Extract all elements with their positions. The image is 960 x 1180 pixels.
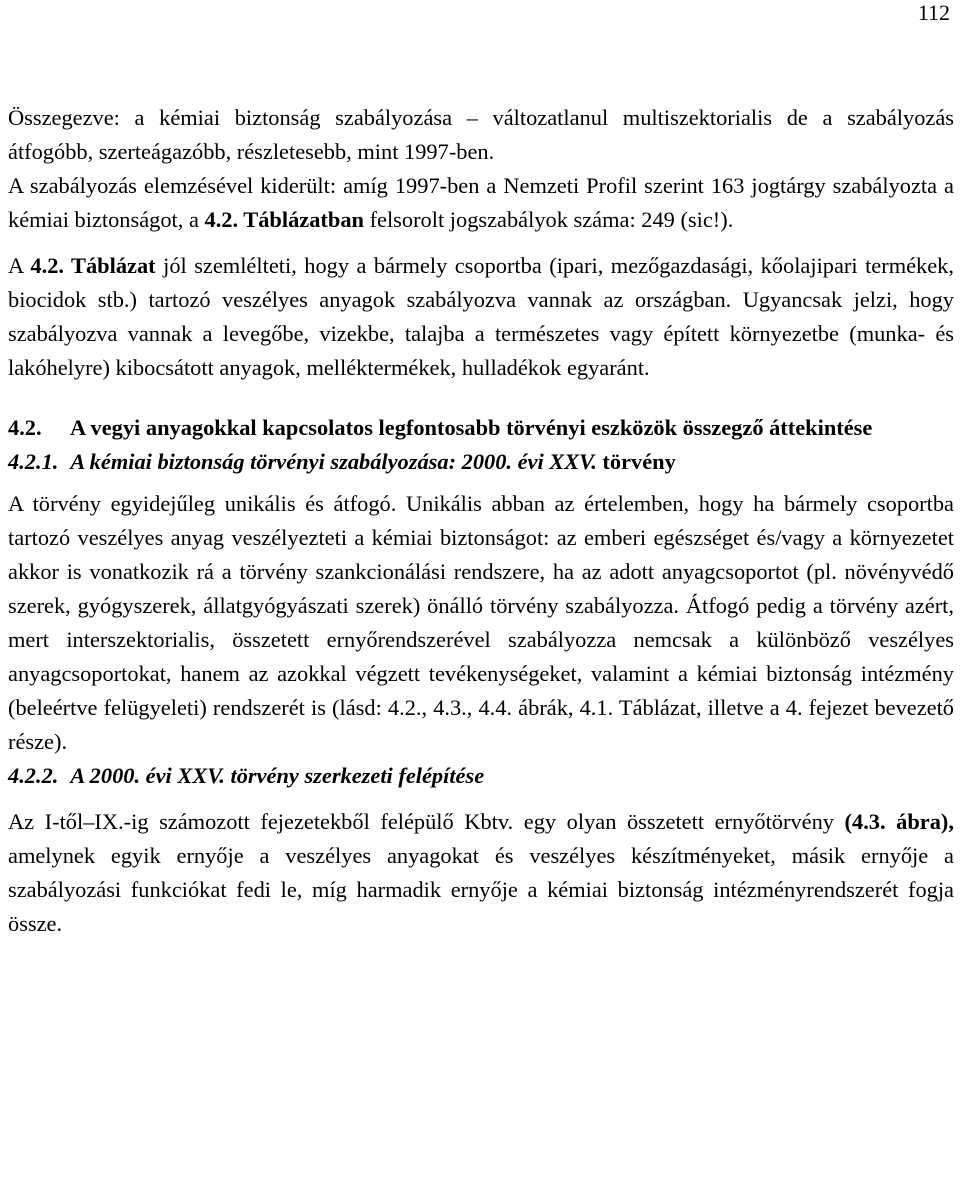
figure-reference: (4.3. ábra), bbox=[844, 809, 954, 834]
subsection-title: A kémiai biztonság törvényi szabályozása: 2000. évi XXV. bbox=[70, 449, 597, 474]
paragraph-text: amelynek egyik ernyője a veszélyes anyagokat és veszélyes készítményeket, másik ernyője a szabályozási funkciókat fedi le, míg harmadik ernyője a kémiai biztonság intézményrendszerét fogja össze. bbox=[8, 843, 954, 936]
subsection-number: 4.2.1. bbox=[8, 449, 59, 474]
subsection-heading bbox=[8, 445, 954, 479]
document-body bbox=[8, 101, 954, 941]
subsection-title-suffix: törvény bbox=[596, 449, 676, 474]
subsection-title: A 2000. évi XXV. törvény szerkezeti felépítése bbox=[70, 763, 485, 788]
paragraph-text: Az I-től–IX.-ig számozott fejezetekből felépülő Kbtv. egy olyan összetett ernyőtörvény bbox=[8, 809, 845, 834]
paragraph-law-structure bbox=[8, 805, 954, 941]
section-title: A vegyi anyagokkal kapcsolatos legfontosabb törvényi eszközök összegző áttekintése bbox=[70, 415, 873, 440]
table-reference: 4.2. Táblázatban bbox=[204, 207, 364, 232]
paragraph-text: felsorolt jogszabályok száma: 249 (sic!). bbox=[363, 207, 734, 232]
page-number: 112 bbox=[917, 0, 950, 25]
paragraph-table-illustration bbox=[8, 249, 954, 385]
section-heading bbox=[8, 411, 954, 445]
paragraph-law-description: A törvény egyidejűleg unikális és átfogó. Unikális abban az értelemben, hogy ha bármely csoportba tartozó veszélyes anyag veszélyezteti a kémiai biztonságot: az emberi egészséget és/vagy a környezetet akkor is vonatkozik rá a törvény szankcionálási rendszere, ha az adott anyagcsoportot (pl. növényvédő szerek, gyógyszerek, állatgyógyászati szerek) önálló törvény szabályozza. Átfogó pedig a törvény azért, mert interszektorialis, összetett ernyőrendszerével szabályozza nemcsak a különböző veszélyes anyagcsoportokat, hanem az azokkal végzett tevékenységeket, valamint a kémiai biztonság intézmény (beleértve felügyeleti) rendszerét is (lásd: 4.2., 4.3., 4.4. ábrák, 4.1. Táblázat, illetve a 4. fejezet bevezető része). bbox=[8, 491, 954, 754]
paragraph-text: jól szemlélteti, hogy a bármely csoportba (ipari, mezőgazdasági, kőolajipari termékek, biocidok stb.) tartozó veszélyes anyagok szabályozva vannak az országban. Ugyancsak jelzi, hogy szabályozva vannak a levegőbe, vizekbe, talajba a természetes vagy épített környezetbe (munka- és lakóhelyre) kibocsátott anyagok, melléktermékek, hulladékok egyaránt. bbox=[8, 253, 954, 380]
paragraph-text: A szabályozás elemzésével kiderült: amíg 1997-ben a Nemzeti Profil szerint 163 jogtárgy szabályozta a kémiai biztonságot, a bbox=[8, 173, 954, 232]
subsection-number: 4.2.2. bbox=[8, 763, 59, 788]
subsection-heading bbox=[8, 759, 954, 793]
paragraph-summary: Összegezve: a kémiai biztonság szabályozása – változatlanul multiszektorialis de a szabályozás átfogóbb, szerteágazóbb, részletesebb, mint 1997-ben. bbox=[8, 105, 954, 164]
table-reference: 4.2. Táblázat bbox=[30, 253, 156, 278]
section-number: 4.2. bbox=[8, 415, 42, 440]
paragraph-text: A bbox=[8, 253, 31, 278]
paragraph-regulation-analysis bbox=[8, 169, 954, 237]
